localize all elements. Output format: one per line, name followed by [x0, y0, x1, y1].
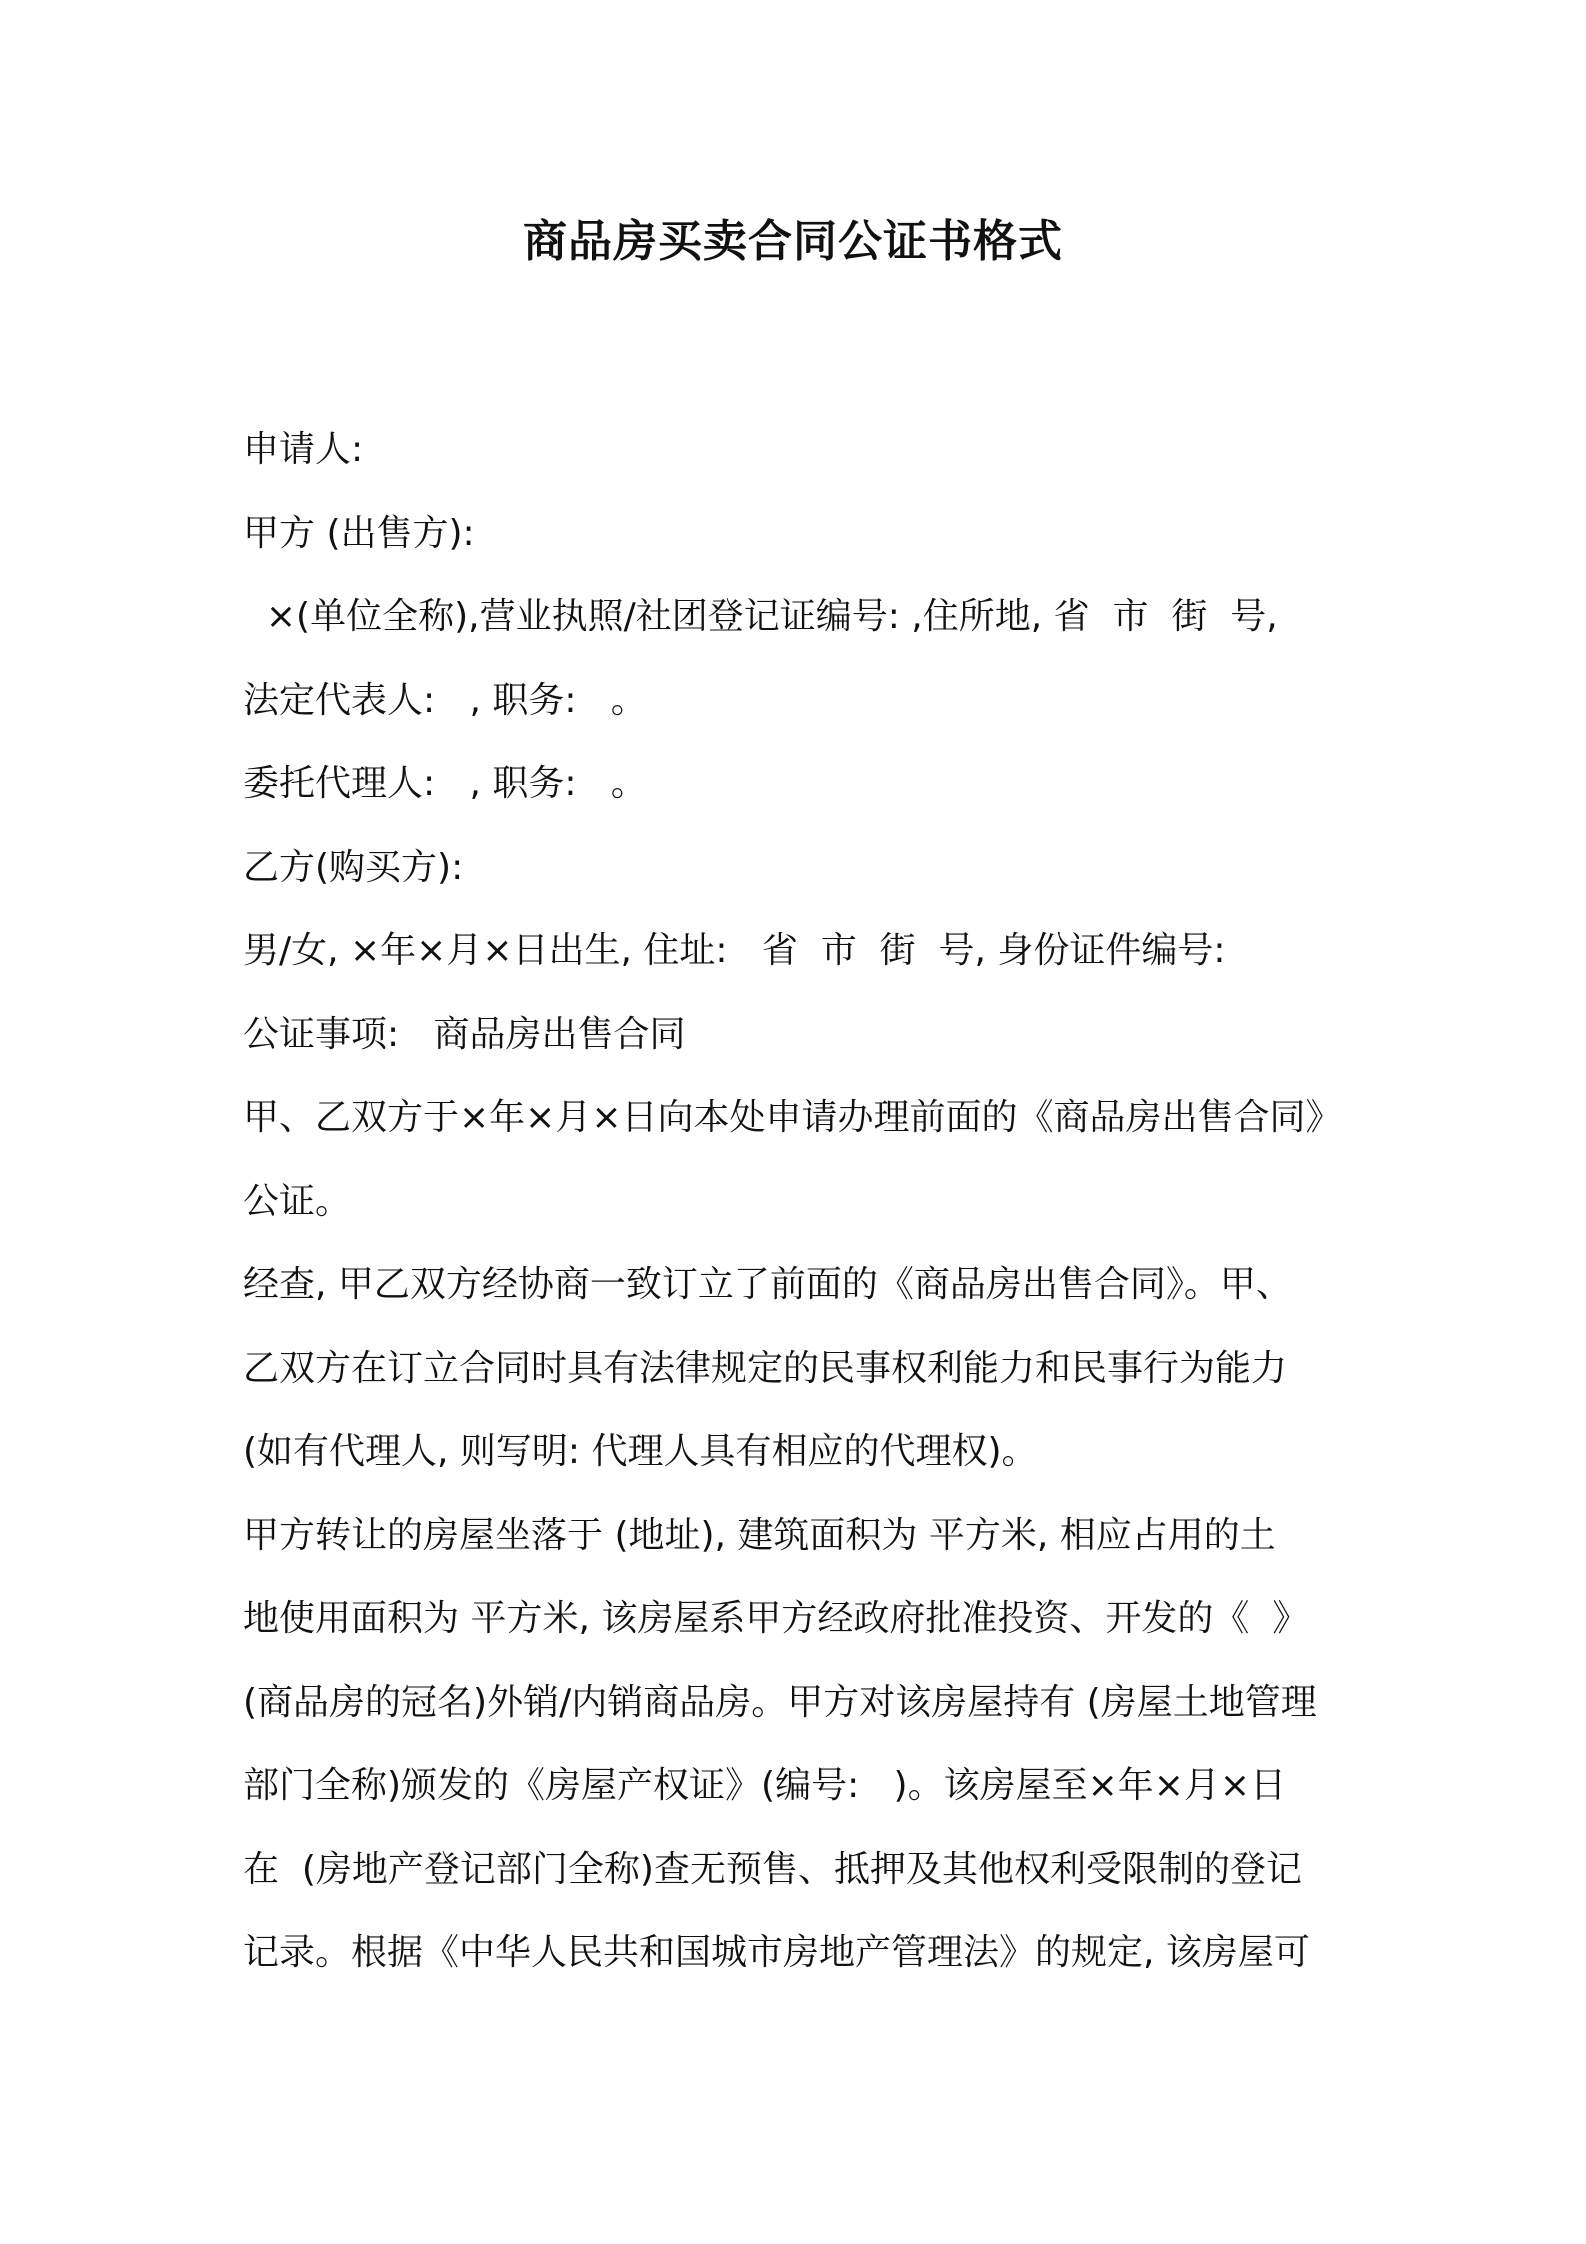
text-line: 乙双方在订立合同时具有法律规定的民事权利能力和民事行为能力	[243, 1347, 1288, 1389]
text-line: 男/女, ×年×月×日出生, 住址: 省 市 街 号, 身份证件编号:	[243, 930, 1226, 971]
text-line: ×(单位全称),营业执照/社团登记证编号: ,住所地, 省 市 街 号,	[243, 596, 1278, 637]
text-line: 甲方转让的房屋坐落于 (地址), 建筑面积为 平方米, 相应占用的土	[243, 1514, 1276, 1556]
text-line: 记录。根据《中华人民共和国城市房地产管理法》的规定, 该房屋可	[243, 1932, 1310, 1973]
text-line: 地使用面积为 平方米, 该房屋系甲方经政府批准投资、开发的《 》	[243, 1598, 1309, 1639]
text-line: (如有代理人, 则写明: 代理人具有相应的代理权)。	[243, 1431, 1038, 1472]
text-line: 甲、乙双方于×年×月×日向本处申请办理前面的《商品房出售合同》	[243, 1097, 1342, 1138]
document-body	[243, 408, 1363, 1995]
text-line: 乙方(购买方):	[243, 846, 464, 888]
document-title: 商品房买卖合同公证书格式	[523, 216, 1063, 267]
text-line: 在 (房地产登记部门全称)查无预售、抵押及其他权利受限制的登记	[243, 1848, 1302, 1890]
text-line: 公证事项: 商品房出售合同	[243, 1013, 686, 1055]
text-line: 经查, 甲乙双方经协商一致订立了前面的《商品房出售合同》。甲、	[243, 1264, 1292, 1305]
text-line: 甲方 (出售方):	[243, 512, 475, 554]
text-line: (商品房的冠名)外销/内销商品房。甲方对该房屋持有 (房屋土地管理	[243, 1681, 1317, 1723]
text-line: 部门全称)颁发的《房屋产权证》(编号: )。该房屋至×年×月×日	[243, 1765, 1287, 1806]
text-line: 法定代表人: , 职务: 。	[243, 679, 647, 721]
text-line: 申请人:	[243, 429, 364, 470]
text-line: 公证。	[243, 1180, 352, 1222]
text-line: 委托代理人: , 职务: 。	[243, 763, 647, 804]
